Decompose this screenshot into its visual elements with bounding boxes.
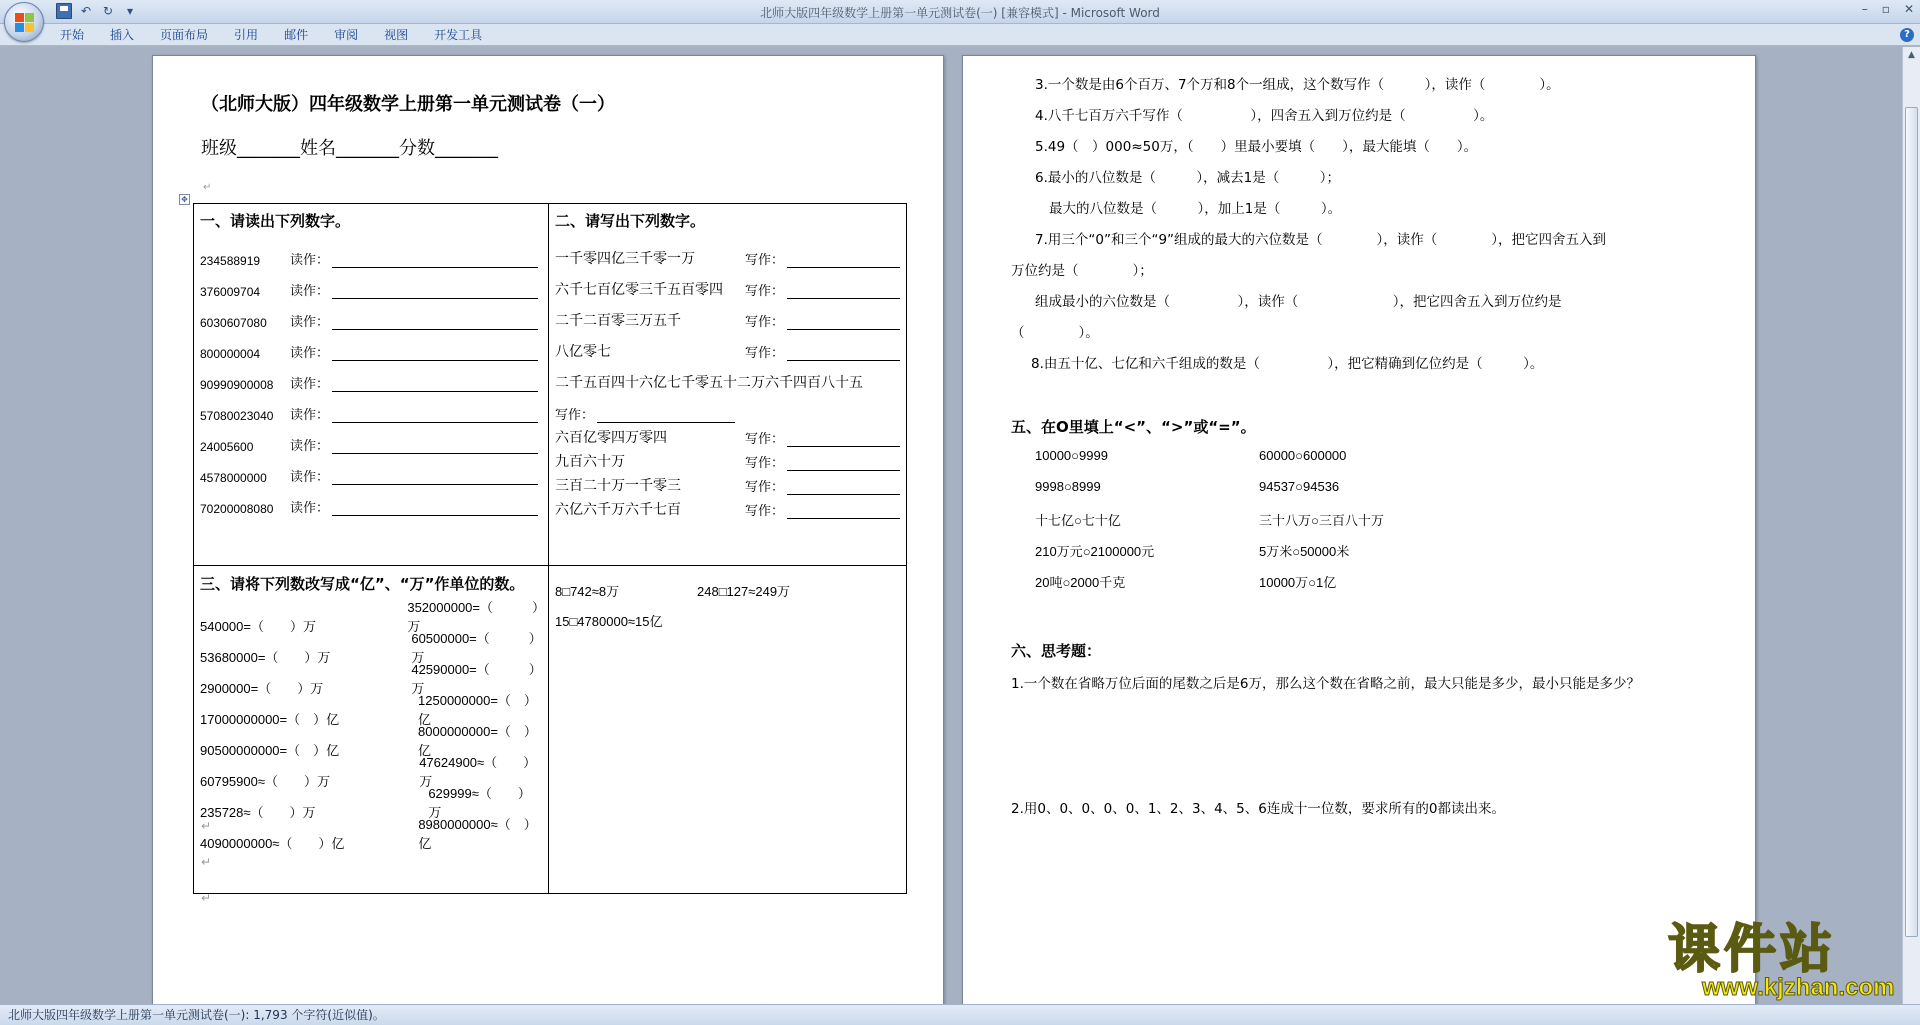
convert-item: 2900000=（ ）万 — [200, 681, 324, 696]
number-to-read: 376009704 — [200, 285, 261, 299]
answer-line[interactable] — [787, 252, 900, 268]
number-to-read: 4578000000 — [200, 471, 267, 485]
table-move-handle-icon[interactable]: ✥ — [179, 194, 190, 205]
write-row — [555, 237, 900, 268]
restore-button[interactable]: ▫ — [1881, 2, 1890, 16]
ribbon — [0, 24, 1920, 46]
answer-line[interactable] — [332, 345, 538, 361]
estimate-item: 8□742≈8万 — [555, 584, 620, 599]
number-to-read: 24005600 — [200, 440, 254, 454]
estimate-item: 248□127≈249万 — [697, 584, 791, 599]
class-name-score-line: 班级_______姓名_______分数_______ — [201, 138, 498, 159]
read-row — [200, 392, 542, 423]
office-button[interactable] — [4, 2, 44, 42]
paragraph-mark: ↵ — [203, 182, 212, 193]
answer-line[interactable] — [787, 431, 900, 447]
compare-item: 10000○9999 — [1035, 448, 1108, 463]
answer-line[interactable] — [787, 479, 900, 495]
write-label: 写作： — [745, 480, 785, 495]
compare-item: 94537○94536 — [1259, 479, 1340, 494]
section-3-rows — [200, 600, 542, 852]
write-label: 写作： — [745, 284, 785, 299]
estimate-item: 15□4780000≈15亿 — [555, 614, 663, 629]
compare-item: 5万米○50000米 — [1259, 544, 1350, 559]
answer-line[interactable] — [332, 376, 538, 392]
write-row — [555, 471, 900, 495]
cell-section-3 — [194, 566, 549, 894]
watermark-logo — [1668, 922, 1900, 1004]
read-label: 读作： — [290, 253, 330, 268]
tab-references[interactable]: 引用 — [234, 28, 259, 42]
estimate-row — [555, 570, 900, 600]
help-icon[interactable]: ? — [1900, 28, 1914, 42]
cell-section-4 — [549, 566, 907, 894]
compare-item: 10000万○1亿 — [1259, 575, 1337, 590]
convert-item: 540000=（ ）万 — [200, 619, 316, 634]
section-2-heading: 二、请写出下列数字。 — [555, 212, 706, 230]
convert-item: 8980000000≈（ ）亿 — [418, 817, 537, 851]
vertical-scrollbar[interactable] — [1902, 47, 1920, 1004]
convert-item: 60500000=（ ）万 — [411, 631, 542, 665]
tab-page-layout[interactable]: 页面布局 — [160, 28, 209, 42]
words-to-write: 一千零四亿三千零一万 — [555, 251, 695, 267]
section-2-long-answer — [555, 392, 900, 423]
answer-line[interactable] — [332, 500, 538, 516]
answer-line[interactable] — [332, 407, 538, 423]
tab-mailings[interactable]: 邮件 — [284, 28, 309, 42]
question-5: 5.49（ ）000≈50万，（ ）里最小要填（ ），最大能填（ ）。 — [1035, 139, 1478, 155]
read-row — [200, 330, 542, 361]
answer-line[interactable] — [332, 469, 538, 485]
write-label: 写作： — [745, 456, 785, 471]
write-row — [555, 330, 900, 361]
tab-review[interactable]: 审阅 — [334, 28, 359, 42]
read-label: 读作： — [290, 408, 330, 423]
answer-line[interactable] — [332, 314, 538, 330]
question-7a: 7.用三个“0”和三个“9”组成的最大的六位数是（ ），读作（ ），把它四舍五入到 — [1035, 232, 1607, 248]
read-label: 读作： — [290, 315, 330, 330]
tab-view[interactable]: 视图 — [384, 28, 409, 42]
words-to-write: 三百二十万一千零三 — [555, 478, 681, 494]
convert-row — [200, 817, 542, 852]
tab-developer[interactable]: 开发工具 — [434, 28, 483, 42]
answer-line[interactable] — [787, 503, 900, 519]
think-question-2: 2.用0、0、0、0、0、1、2、3、4、5、6连成十一位数，要求所有的0都读出来。 — [1011, 801, 1505, 817]
undo-icon[interactable]: ↶ — [80, 4, 92, 18]
page-1 — [152, 55, 944, 1004]
section-5-heading: 五、在O里填上“<”、“>”或“=”。 — [1011, 418, 1256, 436]
section-4-rows — [555, 570, 900, 630]
write-label: 写作： — [745, 504, 785, 519]
words-to-write: 二千二百零三万五千 — [555, 313, 681, 329]
read-row — [200, 361, 542, 392]
convert-item: 47624900≈（ ）万 — [419, 755, 537, 789]
read-label: 读作： — [290, 501, 330, 516]
read-label: 读作： — [290, 439, 330, 454]
words-to-write: 六千七百亿零三千五百零四 — [555, 282, 723, 298]
section-1-rows — [200, 237, 542, 516]
write-label: 写作： — [745, 315, 785, 330]
words-to-write: 六亿六千万六千七百 — [555, 502, 681, 518]
number-to-read: 800000004 — [200, 347, 261, 361]
answer-line[interactable] — [787, 283, 900, 299]
cell-section-2 — [549, 204, 907, 566]
convert-item: 17000000000=（ ）亿 — [200, 712, 340, 727]
section-2-rows-a — [555, 237, 900, 361]
question-3: 3.一个数是由6个百万、7个万和8个一组成，这个数写作（ ），读作（ ）。 — [1035, 77, 1560, 93]
section-2-rows-b — [555, 423, 900, 519]
title-bar — [0, 0, 1920, 24]
write-label: 写作： — [745, 253, 785, 268]
watermark-text: 课件站 — [1668, 920, 1837, 980]
read-row — [200, 485, 542, 516]
tab-home[interactable]: 开始 — [60, 28, 85, 42]
office-logo-icon — [15, 13, 35, 33]
compare-item: 20吨○2000千克 — [1035, 575, 1126, 590]
number-to-read: 6030607080 — [200, 316, 267, 330]
question-table — [193, 203, 907, 894]
read-label: 读作： — [290, 377, 330, 392]
read-row — [200, 268, 542, 299]
redo-icon[interactable]: ↻ — [102, 4, 114, 18]
convert-item: 8000000000=（ ）亿 — [418, 724, 537, 758]
convert-item: 53680000=（ ）万 — [200, 650, 331, 665]
customize-qat-icon[interactable]: ▾ — [126, 4, 134, 18]
answer-line[interactable] — [787, 314, 900, 330]
answer-line[interactable] — [332, 438, 538, 454]
scroll-up-arrow-icon[interactable]: ▲ — [1908, 50, 1915, 60]
number-to-read: 57080023040 — [200, 409, 274, 423]
question-7d: （ ）。 — [1011, 325, 1099, 341]
question-6b: 最大的八位数是（ ），加上1是（ ）。 — [1049, 201, 1342, 217]
window-controls — [1862, 2, 1914, 16]
answer-line[interactable] — [787, 455, 900, 471]
trailing-paragraph-marks: ↵ ↵ ↵ — [201, 819, 212, 905]
cell-section-1 — [194, 204, 549, 566]
estimate-row — [555, 600, 900, 630]
scrollbar-thumb[interactable] — [1905, 107, 1918, 937]
question-7b: 万位约是（ ）； — [1011, 263, 1153, 279]
compare-item: 十七亿○七十亿 — [1035, 513, 1121, 528]
write-row — [555, 299, 900, 330]
words-to-write: 八亿零七 — [555, 344, 611, 360]
close-button[interactable]: ✕ — [1903, 2, 1914, 16]
words-to-write: 九百六十万 — [555, 454, 625, 470]
convert-item: 629999≈（ ）万 — [428, 786, 531, 820]
convert-item: 60795900≈（ ）万 — [200, 774, 330, 789]
section-3-heading: 三、请将下列数改写成“亿”、“万”作单位的数。 — [200, 575, 525, 593]
words-to-write: 六百亿零四万零四 — [555, 430, 667, 446]
section-2-long-item — [555, 361, 900, 392]
number-to-read: 70200008080 — [200, 502, 274, 516]
write-row — [555, 423, 900, 447]
question-4: 4.八千七百万六千写作（ ），四舍五入到万位约是（ ）。 — [1035, 108, 1494, 124]
watermark-url: www.kjzhan.com — [1702, 974, 1895, 1001]
convert-item: 1250000000=（ ）亿 — [418, 693, 537, 727]
write-row — [555, 447, 900, 471]
number-to-read: 90990900008 — [200, 378, 274, 392]
read-row — [200, 237, 542, 268]
think-question-1: 1.一个数在省略万位后面的尾数之后是6万，那么这个数在省略之前，最大只能是多少，最小只能是多少？ — [1011, 676, 1640, 692]
section-1-heading: 一、请读出下列数字。 — [200, 212, 351, 230]
answer-line[interactable] — [332, 283, 538, 299]
read-label: 读作： — [290, 470, 330, 485]
write-label: 写作： — [745, 346, 785, 361]
compare-item: 三十八万○三百八十万 — [1259, 513, 1384, 528]
question-8: 8.由五十亿、七亿和六千组成的数是（ ），把它精确到亿位约是（ ）。 — [1031, 356, 1544, 372]
ribbon-tabs — [60, 28, 495, 42]
answer-line[interactable] — [597, 407, 735, 423]
read-label: 读作： — [290, 284, 330, 299]
question-6a: 6.最小的八位数是（ ），减去1是（ ）； — [1035, 170, 1340, 186]
convert-item: 352000000=（ ）万 — [407, 600, 539, 634]
long-item-text: 二千五百四十六亿七千零五十二万六千四百八十五 — [555, 375, 863, 391]
page-title: （北师大版）四年级数学上册第一单元测试卷（一） — [201, 94, 615, 115]
write-label: 写作： — [745, 432, 785, 447]
tab-insert[interactable]: 插入 — [110, 28, 135, 42]
read-row — [200, 299, 542, 330]
write-label: 写作： — [555, 408, 595, 423]
section-6-heading: 六、思考题： — [1011, 642, 1102, 660]
convert-item: 42590000=（ ）万 — [411, 662, 542, 696]
read-row — [200, 423, 542, 454]
page-2 — [962, 55, 1756, 1004]
number-to-read: 234588919 — [200, 254, 261, 268]
read-label: 读作： — [290, 346, 330, 361]
window-title: 北师大版四年级数学上册第一单元测试卷(一) [兼容模式] - Microsoft Word — [760, 6, 1160, 20]
answer-line[interactable] — [787, 345, 900, 361]
convert-item: 235728≈（ ）万 — [200, 805, 316, 820]
convert-item: 4090000000≈（ ）亿 — [200, 836, 345, 851]
write-row — [555, 495, 900, 519]
compare-item: 210万元○2100000元 — [1035, 544, 1155, 559]
write-row — [555, 268, 900, 299]
convert-item: 90500000000=（ ）亿 — [200, 743, 340, 758]
question-7c: 组成最小的六位数是（ ），读作（ ），把它四舍五入到万位约是 — [1035, 294, 1562, 310]
compare-item: 60000○600000 — [1259, 448, 1347, 463]
status-bar: 北师大版四年级数学上册第一单元测试卷(一): 1,793 个字符(近似值)。 — [0, 1004, 1920, 1025]
compare-item: 9998○8999 — [1035, 479, 1101, 494]
document-area — [0, 47, 1902, 1004]
read-row — [200, 454, 542, 485]
answer-line[interactable] — [332, 252, 538, 268]
minimize-button[interactable]: – — [1861, 2, 1868, 16]
